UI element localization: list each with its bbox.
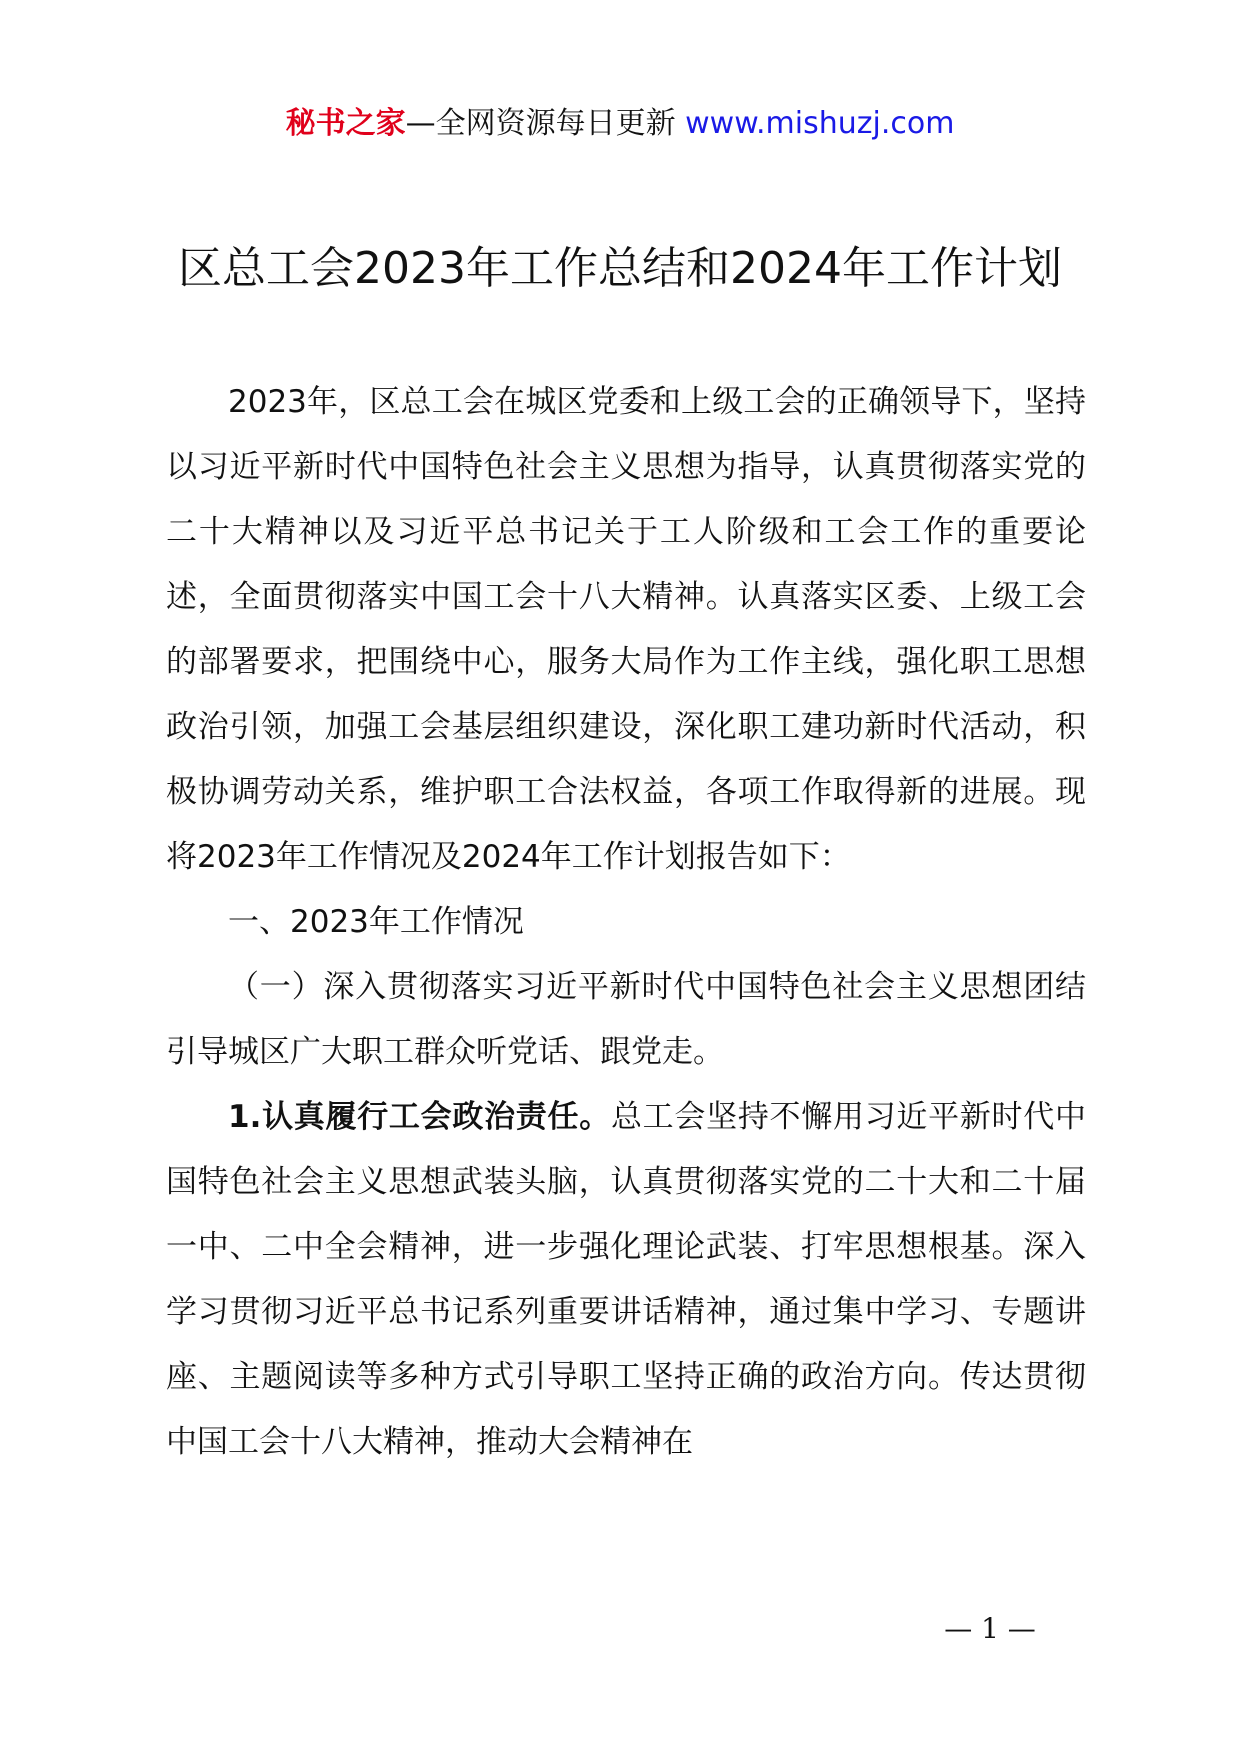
item-body-text: 总工会坚持不懈用习近平新时代中国特色社会主义思想武装头脑，认真贯彻落实党的二十大和二十届一中、二中全会精神，进一步强化理论武装、打牢思想根基。深入学习贯彻习近平总书记系列重要讲话精神，通过集中学习、专题讲座、主题阅读等多种方式引导职工坚持正确的政治方向。传达贯彻中国工会十八大精神，推动大会精神在 (166, 1099, 1086, 1460)
site-banner (0, 102, 1240, 146)
intro-paragraph: 2023年，区总工会在城区党委和上级工会的正确领导下，坚持以习近平新时代中国特色社会主义思想为指导，认真贯彻落实党的二十大精神以及习近平总书记关于工人阶级和工会工作的重要论述，全面贯彻落实中国工会十八大精神。认真落实区委、上级工会的部署要求，把围绕中心，服务大局作为工作主线，强化职工思想政治引领，加强工会基层组织建设，深化职工建功新时代活动，积极协调劳动关系，维护职工合法权益，各项工作取得新的进展。现将2023年工作情况及2024年工作计划报告如下： (166, 384, 1086, 875)
document-title: 区总工会2023年工作总结和2024年工作计划 (178, 243, 1062, 294)
document-body (166, 370, 1086, 1475)
page-number: — 1 — (944, 1612, 1036, 1645)
section-heading: 一、2023年工作情况 (228, 904, 524, 940)
banner-slogan: —全网资源每日更新 (405, 106, 676, 141)
item-paragraph (166, 1085, 1086, 1475)
site-url-link[interactable]: www.mishuzj.com (685, 106, 955, 141)
brand-name: 秘书之家 (285, 106, 406, 141)
subsection-heading: （一）深入贯彻落实习近平新时代中国特色社会主义思想团结引导城区广大职工群众听党话、跟党走。 (166, 969, 1086, 1070)
item-lead-title: 1.认真履行工会政治责任。 (228, 1099, 611, 1135)
